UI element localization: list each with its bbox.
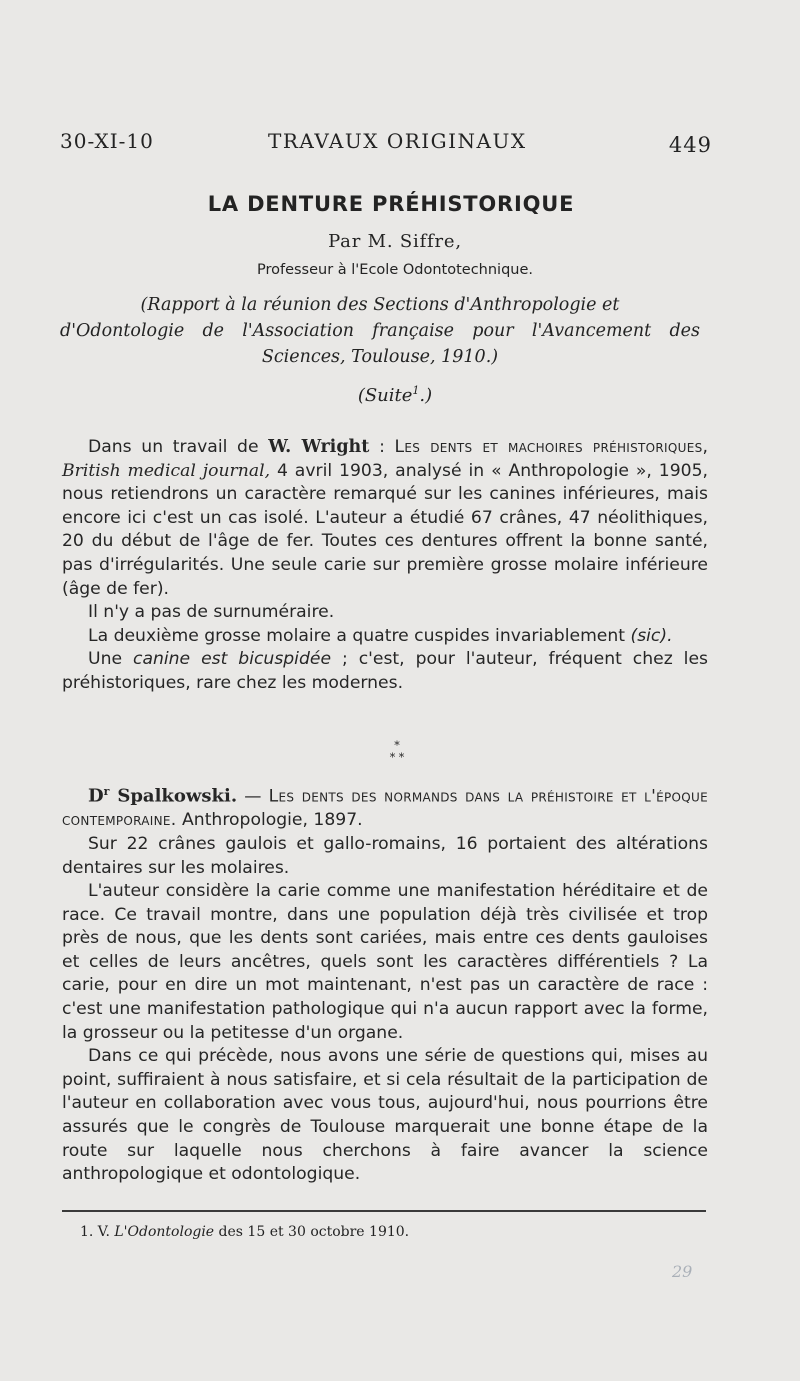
- text-run: 1. V.: [80, 1224, 115, 1240]
- text-run: —: [237, 786, 269, 807]
- paragraph-wright-3: [62, 625, 708, 649]
- report-line-2: d'Odontologie de l'Association française pour l'Avancement des: [60, 321, 700, 341]
- author-dr: D: [88, 785, 104, 807]
- report-note: [60, 292, 700, 370]
- text-run: La deuxième grosse molaire a quatre cuspides invariablement: [88, 625, 631, 646]
- paragraph-spalkowski-2: Sur 22 crânes gaulois et gallo-romains, 16 portaient des altérations dentaires sur les molaires.: [62, 833, 708, 878]
- suite-footnote-ref: 1: [412, 384, 420, 397]
- section-spalkowski: [62, 780, 708, 1187]
- paragraph-spalkowski-3: L'auteur considère la carie comme une manifestation héréditaire et de race. Ce travail montre, dans une population déjà très civilisée et trop près de nous, que les dents sont cariées, mais entre ces dents gauloises et celles de leurs ancêtres, quels sont les caractères différentiels ? La carie, pour en dire un mot maintenant, n'est pas un caractère de race : c'est une manifestation pathologique qui n'a aucun rapport avec la forme, la grosseur ou la petitesse d'un organe.: [62, 881, 708, 1043]
- footnote: [80, 1224, 409, 1240]
- section-separator-asterism: [382, 740, 412, 764]
- article-title: LA DENTURE PRÉHISTORIQUE: [207, 192, 575, 216]
- report-line-1: (Rapport à la réunion des Sections d'Anthropologie et: [140, 295, 620, 315]
- suite-text: (Suite: [357, 385, 413, 406]
- asterism-bottom: * *: [389, 751, 405, 764]
- footnote-journal: L'Odontologie: [114, 1224, 215, 1240]
- article-byline: [0, 231, 790, 252]
- suite-label: [0, 384, 790, 406]
- running-header: [60, 125, 712, 161]
- paragraph-wright-1: [62, 436, 708, 601]
- paragraph-wright-2: Il n'y a pas de surnuméraire.: [88, 602, 335, 623]
- source-citation: Anthropologie, 1897.: [176, 810, 363, 831]
- text-run: ; c'est, pour l'auteur, fréquent chez les préhistoriques, rare chez les modernes.: [62, 649, 708, 693]
- paragraph-spalkowski-heading: [62, 780, 708, 833]
- text-run: des 15 et 30 octobre 1910.: [214, 1224, 410, 1240]
- page-number: 449: [668, 133, 712, 157]
- author-dr-sup: r: [103, 785, 110, 798]
- byline-text: Par M. Siffre,: [328, 231, 462, 252]
- section-wright: [62, 436, 708, 696]
- header-date: 30-XI-10: [60, 129, 154, 153]
- paragraph-spalkowski-4: Dans ce qui précède, nous avons une série de questions qui, mises au point, suffiraient à nous satisfaire, et si cela résultait de la participation de l'auteur en collaboration avec vous tous, aujourd'hui, nous pourrions être assurés que le congrès de Toulouse marquerait une bonne étape de la route sur laquelle nous cherchons à faire avancer la science anthropologique et odontologique.: [62, 1046, 708, 1185]
- text-run: :: [369, 437, 395, 457]
- author-affiliation: Professeur à l'Ecole Odontotechnique.: [256, 262, 534, 278]
- work-title: Les dents et machoires préhistoriques: [394, 437, 703, 457]
- sic-note: (sic).: [630, 625, 673, 646]
- header-running-title: TRAVAUX ORIGINAUX: [268, 129, 527, 153]
- paragraph-wright-4: [62, 648, 708, 695]
- text-run: ,: [702, 437, 708, 457]
- text-run: Une: [88, 649, 133, 670]
- journal-name: British medical journal,: [62, 460, 271, 481]
- text-run: Dans un travail de: [88, 437, 269, 457]
- report-line-3: Sciences, Toulouse, 1910.): [261, 347, 499, 367]
- author-spalkowski: Spalkowski.: [109, 785, 238, 807]
- asterism-top: *: [394, 739, 400, 752]
- work-title-normands: Les dents des normands dans la préhistoire et l'époque contemporaine.: [62, 786, 708, 831]
- suite-end: .): [419, 385, 433, 406]
- handwritten-page-mark: 29: [672, 1262, 693, 1281]
- author-wright: W. Wright: [268, 437, 370, 457]
- footnote-divider: [62, 1210, 706, 1212]
- emphasis-canine: canine est bicuspidée: [133, 649, 332, 670]
- text-run: 4 avril 1903, analysé in « Anthropologie », 1905, nous retiendrons un caractère remarqué sur les canines inférieures, mais encore ici c'est un cas isolé. L'auteur a étudié 67 crânes, 47 néolithiques, 20 du début de l'âge de fer. Toutes ces dentures offrent la bonne santé, pas d'irrégularités. Une seule carie sur première grosse molaire inférieure (âge de fer).: [62, 460, 708, 599]
